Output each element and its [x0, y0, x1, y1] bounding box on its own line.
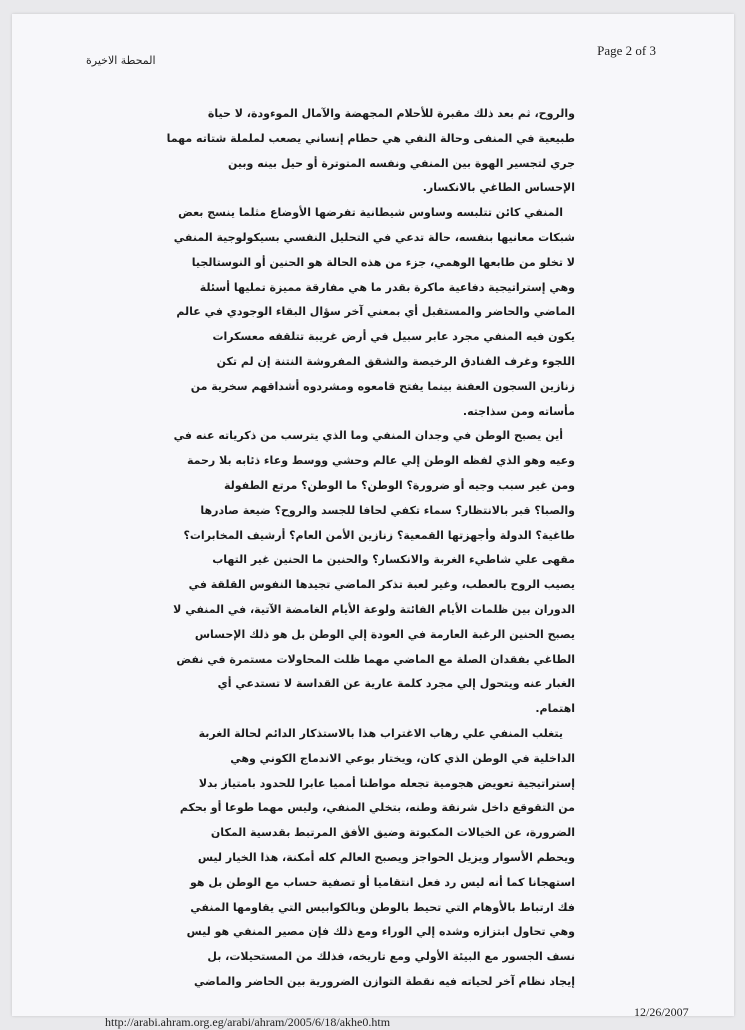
text-line: الداخلية في الوطن الذي كان، ويختار بوعي الاندماج الكوني وهي — [230, 751, 575, 765]
text-line: الإحساس الطاغي بالانكسار. — [422, 181, 575, 195]
text-line: الضرورة، عن الخيالات المكبوتة وضيق الأفق المرتبط بقدسية المكان — [210, 826, 575, 840]
text-line: يصيب الروح بالعطب، وغير لعبة تذكر الماضي تجيدها النفوس القلقة في — [188, 578, 575, 592]
text-line: من التقوقع داخل شرنقة وطنه، بتخلي المنفي، وليس مهما طوعا أو بحكم — [179, 801, 575, 815]
text-line: الدوران بين ظلمات الأيام الفائتة ولوعة الأيام الغامضة الآتية، في المنفي لا — [173, 602, 575, 616]
text-line: لا تخلو من طابعها الوهمي، جزء من هذه الحالة هو الحنين أو النوستالجيا — [191, 255, 575, 269]
text-line: جري لتجسير الهوة بين المنفي ونفسه المتوترة أو حيل بينه وبين — [228, 156, 575, 170]
source-url: http://arabi.ahram.org.eg/arabi/ahram/2005/6/18/akhe0.htm — [105, 1015, 391, 1029]
text-line: زنازين السجون العفنة بينما يفتح قامعوه ومشردوه أشداقهم سخرية من — [190, 379, 575, 393]
text-line: إستراتيجية تعويض هجومية تجعله مواطنا أمميا عابرا للحدود بامتياز بدلا — [198, 776, 575, 790]
text-line: وعيه وهو الذي لفظه الوطن إلي عالم وحشي ووسط وعاء ذئابه بلا رحمة — [186, 454, 575, 468]
text-line: ويحطم الأسوار ويزيل الحواجز ويصبح العالم كله أمكنة، هذا الخيار ليس — [197, 850, 575, 864]
text-line: يصبح الحنين الرغبة العارمة في العودة إلي الوطن بل هو ذلك الإحساس — [194, 627, 575, 641]
text-line: إيجاد نظام آخر لحياته فيه نقطة التوازن الضرورية بين الحاضر والماضي — [193, 974, 575, 988]
text-line: الطاغي بفقدان الصلة مع الماضي مهما ظلت المحاولات مستمرة في نفض — [176, 652, 575, 666]
text-line: ومن غير سبب وجيه أو ضرورة؟ الوطن؟ ما الوطن؟ مرتع الطفولة — [223, 478, 575, 492]
text-line: طاغية؟ الدولة وأجهزتها القمعية؟ زنازين الأمن العام؟ أرشيف المخابرات؟ — [183, 528, 575, 542]
print-date: 12/26/2007 — [634, 1005, 689, 1019]
text-line: الغبار عنه ويتحول إلي مجرد كلمة عارية عن القداسة لا تستدعي أي — [217, 677, 575, 691]
text-line: وهي تحاول ابتزازه وشده إلي الوراء ومع ذلك فإن مصير المنفي هو ليس — [186, 925, 575, 939]
text-line: يكون فيه المنفي مجرد عابر سبيل في أرض غريبة تتلقفه معسكرات — [212, 330, 575, 344]
text-line: مقهى علي شاطيء الغربة والانكسار؟ والحنين ما الحنين غير التهاب — [212, 553, 575, 567]
text-line: والصبا؟ قبر بالانتظار؟ سماء تكفي لحافا للجسد والروح؟ ضيعة صادرها — [200, 503, 575, 517]
text-line: مأساته ومن سذاجته. — [462, 404, 575, 418]
article-body — [166, 102, 575, 995]
text-line: اللجوء وغرف الفنادق الرخيصة والشقق المفروشة النتنة إن لم تكن — [216, 354, 575, 368]
text-line: والروح، ثم بعد ذلك مقبرة للأحلام المجهضة والآمال الموءودة، لا حياة — [207, 107, 575, 120]
text-line: وهي إستراتيجية دفاعية ماكرة بقدر ما هي مفارقة مميزة تمليها أسئلة — [199, 280, 575, 294]
text-line: طبيعية في المنفى وحالة النفي هي حطام إنساني يصعب لململة شتاته مهما — [166, 131, 575, 145]
text-line: الماضي والحاضر والمستقبل أي بمعني آخر سؤال البقاء الوجودي في عالم — [176, 305, 575, 319]
document-page — [12, 14, 734, 1029]
text-line: أين يصبح الوطن في وجدان المنفي وما الذي يترسب من ذكرياته عنه في — [173, 429, 563, 443]
text-line: استهجانا كما أنه ليس رد فعل انتقاميا أو تصفية حساب مع الوطن بل هو — [190, 875, 575, 889]
text-line: شبكات معانيها بنفسه، حالة تدعي في التحليل النفسي بسيكولوجية المنفي — [173, 230, 575, 244]
text-line: المنفي كائن تتلبسه وساوس شيطانية تفرضها الأوضاع مثلما ينسج بعض — [178, 206, 563, 220]
text-line: نسف الجسور مع البيئة الأولي ومع تاريخه، فذلك من المستحيلات، بل — [207, 950, 575, 964]
text-line: فك ارتباط بالأوهام التي تحيط بالوطن وبالكوابيس التي يقاومها المنفي — [190, 900, 575, 914]
text-line: يتغلب المنفي علي رهاب الاغتراب هذا بالاستذكار الدائم لحالة الغربة — [198, 726, 563, 740]
text-line: اهتمام. — [535, 702, 575, 716]
page-number: Page 2 of 3 — [597, 43, 656, 58]
site-title: المحطة الاخيرة — [86, 54, 156, 67]
